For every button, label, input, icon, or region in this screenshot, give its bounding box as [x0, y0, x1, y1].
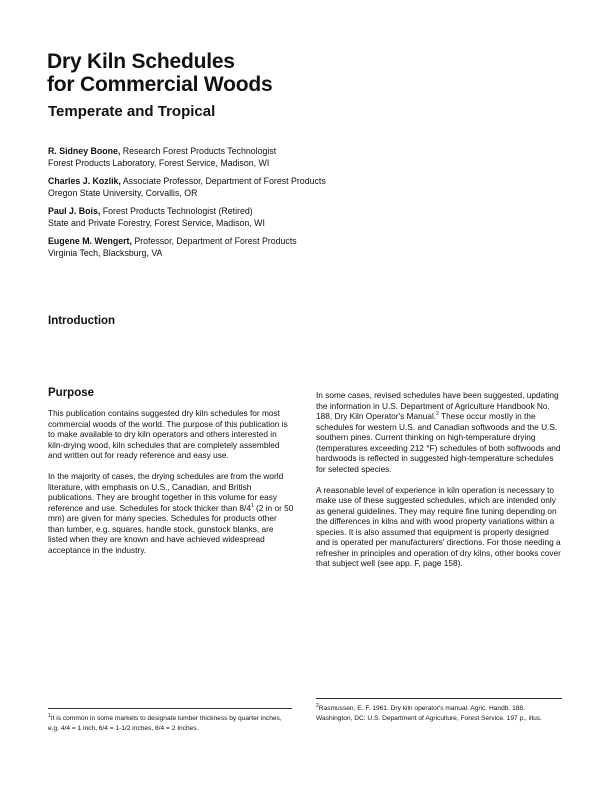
author-affiliation: Oregon State University, Corvallis, OR — [48, 187, 198, 198]
author-block-1 — [48, 146, 276, 169]
left-column — [48, 408, 294, 566]
introduction-heading: Introduction — [48, 315, 116, 327]
paragraph: In the majority of cases, the drying schedules are from the world literature, with emphasis on U.S., Canadian, and British publications. They are brought together in this volume for easy reference and use. Schedules for stock thicker than $8/4^1$ (2 in or 50 mm) are given for many species. Schedules for products other than lumber, e.g. squares, handle stock, gunstock blanks, are listed when they are known and have achieved widespread acceptance in the industry. — [48, 471, 294, 555]
author-role: Research Forest Products Technologist — [120, 146, 277, 156]
document-subtitle: Temperate and Tropical — [48, 103, 216, 120]
paragraph: This publication contains suggested dry kiln schedules for most commercial woods of the world. The purpose of this publication is to make available to dry kiln operators and others interested in kiln-drying wood, kiln schedules that are completely assembled and written out for ready reference and easy use. — [48, 408, 288, 460]
paragraph: A reasonable level of experience in kiln operation is necessary to make use of these suggested schedules, which are intended only as general guidelines. They may require fine tuning depending on the differences in kilns and with wood property variations within a species. It is also assumed that equipment is properly designed and is operated per manufacturers' directions. For those needing a refresher in principles and operation of dry kilns, other books cover that subject well (see app. F, page 158). — [316, 484, 561, 568]
footnote-marker: 2 — [316, 702, 319, 709]
footnote-ref: 1 — [250, 502, 254, 509]
title-line-1: Dry Kiln Schedules — [47, 50, 235, 73]
footnote-ref: 2 — [436, 411, 439, 418]
author-name: Eugene M. Wengert, — [48, 236, 132, 246]
purpose-heading: Purpose — [48, 387, 95, 399]
title-line-2: for Commercial Woods — [47, 73, 273, 96]
author-name: R. Sidney Boone, — [48, 146, 121, 156]
author-affiliation: State and Private Forestry, Forest Service, Madison, WI — [48, 217, 265, 228]
footnote-1: $^1$It is common in some markets to designate lumber thickness by quarter inches, e.g. 4/4 = 1 inch, 6/4 = 1-1/2 inches, 8/4 = 2 Inches. — [48, 712, 282, 732]
author-block-4 — [48, 236, 297, 259]
right-column — [316, 390, 562, 579]
author-block-3 — [48, 206, 265, 229]
author-affiliation: Virginia Tech, Blacksburg, VA — [48, 247, 163, 258]
paragraph: In some cases, revised schedules have been suggested, updating the information in U.S. Department of Agriculture Handbook No. 188, Dry Kiln Operator's Manual.$^2$ These occur mostly in the schedules for western U.S. and Canadian softwoods and the U.S. southern pines. Current thinking on high-temperature drying (temperatures exceeding 212 °F) schedules of both softwoods and hardwoods is reflected in suggested high-temperature schedules for selected species. — [316, 390, 561, 474]
author-name: Paul J. Bois, — [48, 206, 101, 216]
author-name: Charles J. Kozlik, — [48, 176, 121, 186]
author-affiliation: Forest Products Laboratory, Forest Service, Madison, WI — [48, 157, 270, 168]
document-title — [47, 50, 272, 96]
footnote-2: $^2$Rasmussen, E. F. 1961. Dry kiln operator's manual. Agric. Handb. 188. Washington, DC: U.S. Department of Agriculture, Forest Service. 197 p., illus. — [316, 702, 542, 722]
author-role: Associate Professor, Department of Forest Products — [120, 176, 326, 186]
author-role: Professor, Department of Forest Products — [131, 236, 297, 246]
author-role: Forest Products Technologist (Retired) — [100, 206, 253, 216]
footnote-marker: 1 — [48, 712, 51, 719]
footnote-divider — [316, 698, 562, 699]
author-block-2 — [48, 176, 326, 199]
footnote-divider — [48, 708, 292, 709]
